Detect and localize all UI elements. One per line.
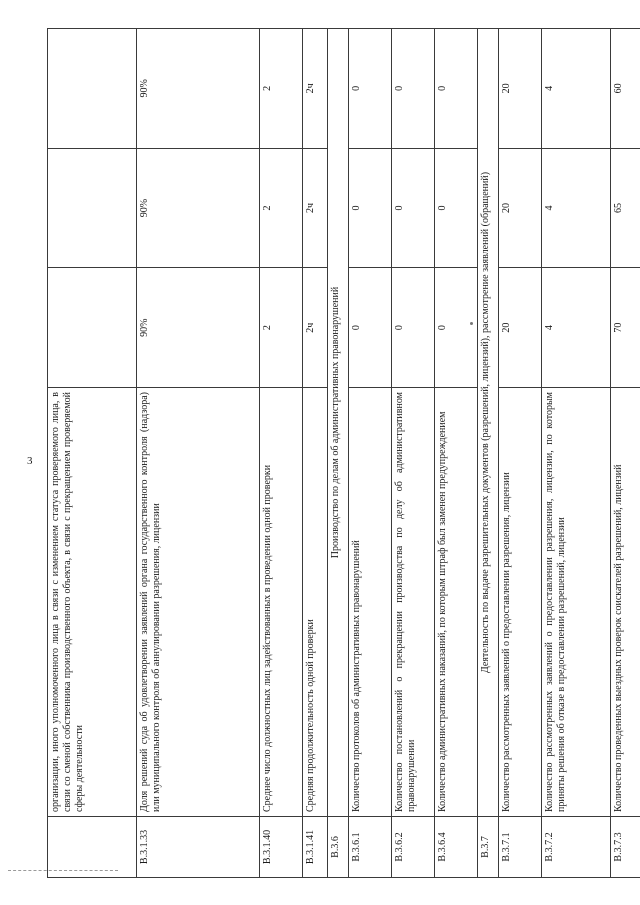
row-value-2: 2ч bbox=[303, 148, 328, 268]
row-code bbox=[48, 817, 137, 878]
table-row bbox=[542, 29, 611, 878]
row-name: Доля решений суда об удовлетворении заявлений органа государственного контроля (надзора) или муниципального контроля об аннулировании разрешения, лицензии bbox=[137, 388, 260, 817]
row-value-3: 2ч bbox=[303, 29, 328, 149]
indicators-table bbox=[47, 28, 640, 878]
row-code: В.3.1.40 bbox=[260, 817, 303, 878]
row-name: Количество рассмотренных заявлений о предоставлении разрешения, лицензии, по которым приняты решения об отказе в предоставлении разрешений, лицензии bbox=[542, 388, 611, 817]
table-row bbox=[499, 29, 542, 878]
row-value-1: 0 bbox=[349, 268, 392, 388]
row-value-3: 90% bbox=[137, 29, 260, 149]
row-value-2: 65 bbox=[611, 148, 640, 268]
row-value-2 bbox=[48, 148, 137, 268]
row-name: Количество проведенных выездных проверок соискателей разрешений, лицензий bbox=[611, 388, 640, 817]
row-value-3: 4 bbox=[542, 29, 611, 149]
section-code: В.3.7 bbox=[478, 817, 499, 878]
table-row bbox=[435, 29, 478, 878]
row-value-2: 0 bbox=[392, 148, 435, 268]
row-code: В.3.1.33 bbox=[137, 817, 260, 878]
row-value-1: 70 bbox=[611, 268, 640, 388]
table-row bbox=[303, 29, 328, 878]
row-code: В.3.1.41 bbox=[303, 817, 328, 878]
table-row bbox=[48, 29, 137, 878]
row-name: Средняя продолжительность одной проверки bbox=[303, 388, 328, 817]
section-title: Деятельность по выдаче разрешительных документов (разрешений, лицензий), рассмотрение заявлений (обращений) bbox=[478, 29, 499, 817]
section-row bbox=[478, 29, 499, 878]
row-value-1: 2ч bbox=[303, 268, 328, 388]
row-value-2: 20 bbox=[499, 148, 542, 268]
section-title: Производство по делам об административных правонарушений bbox=[328, 29, 349, 817]
row-value-1: 0 bbox=[435, 268, 478, 388]
table-row bbox=[137, 29, 260, 878]
row-value-1: 90% bbox=[137, 268, 260, 388]
table-row bbox=[392, 29, 435, 878]
row-code: В.3.7.1 bbox=[499, 817, 542, 878]
section-row bbox=[328, 29, 349, 878]
row-value-2: 2 bbox=[260, 148, 303, 268]
row-value-2: 90% bbox=[137, 148, 260, 268]
row-value-1: 0 bbox=[392, 268, 435, 388]
row-code: В.3.7.3 bbox=[611, 817, 640, 878]
row-name: Среднее число должностных лиц задействованных в проведении одной проверки bbox=[260, 388, 303, 817]
row-value-1: 4 bbox=[542, 268, 611, 388]
row-value-1 bbox=[48, 268, 137, 388]
row-value-3: 20 bbox=[499, 29, 542, 149]
row-value-3: 0 bbox=[349, 29, 392, 149]
row-value-1: 2 bbox=[260, 268, 303, 388]
row-value-3: 60 bbox=[611, 29, 640, 149]
row-value-1: 20 bbox=[499, 268, 542, 388]
row-value-2: 0 bbox=[349, 148, 392, 268]
row-name: Количество административных наказаний, по которым штраф был заменен предупреждением bbox=[435, 388, 478, 817]
row-code: В.3.6.1 bbox=[349, 817, 392, 878]
row-code: В.3.7.2 bbox=[542, 817, 611, 878]
row-value-2: 4 bbox=[542, 148, 611, 268]
row-name: Количество протоколов об административных правонарушений bbox=[349, 388, 392, 817]
section-code: В.3.6 bbox=[328, 817, 349, 878]
row-name: организации, иного уполномоченного лица в связи с изменением статуса проверяемого лица, в связи со сменой собственника производственного объекта, в связи с прекращением проверяемой сферы деятельности bbox=[48, 388, 137, 817]
table-row bbox=[260, 29, 303, 878]
row-value-3: 0 bbox=[435, 29, 478, 149]
row-value-3: 2 bbox=[260, 29, 303, 149]
row-name: Количество рассмотренных заявлений о предоставлении разрешения, лицензии bbox=[499, 388, 542, 817]
table-row bbox=[349, 29, 392, 878]
row-value-2: 0 bbox=[435, 148, 478, 268]
rotated-table-container bbox=[47, 28, 624, 878]
row-code: В.3.6.4 bbox=[435, 817, 478, 878]
page-number: 3 bbox=[27, 455, 33, 467]
row-name: Количество постановлений о прекращении производства по делу об административном правонарушении bbox=[392, 388, 435, 817]
table-row bbox=[611, 29, 640, 878]
row-code: В.3.6.2 bbox=[392, 817, 435, 878]
row-value-3 bbox=[48, 29, 137, 149]
row-value-3: 0 bbox=[392, 29, 435, 149]
